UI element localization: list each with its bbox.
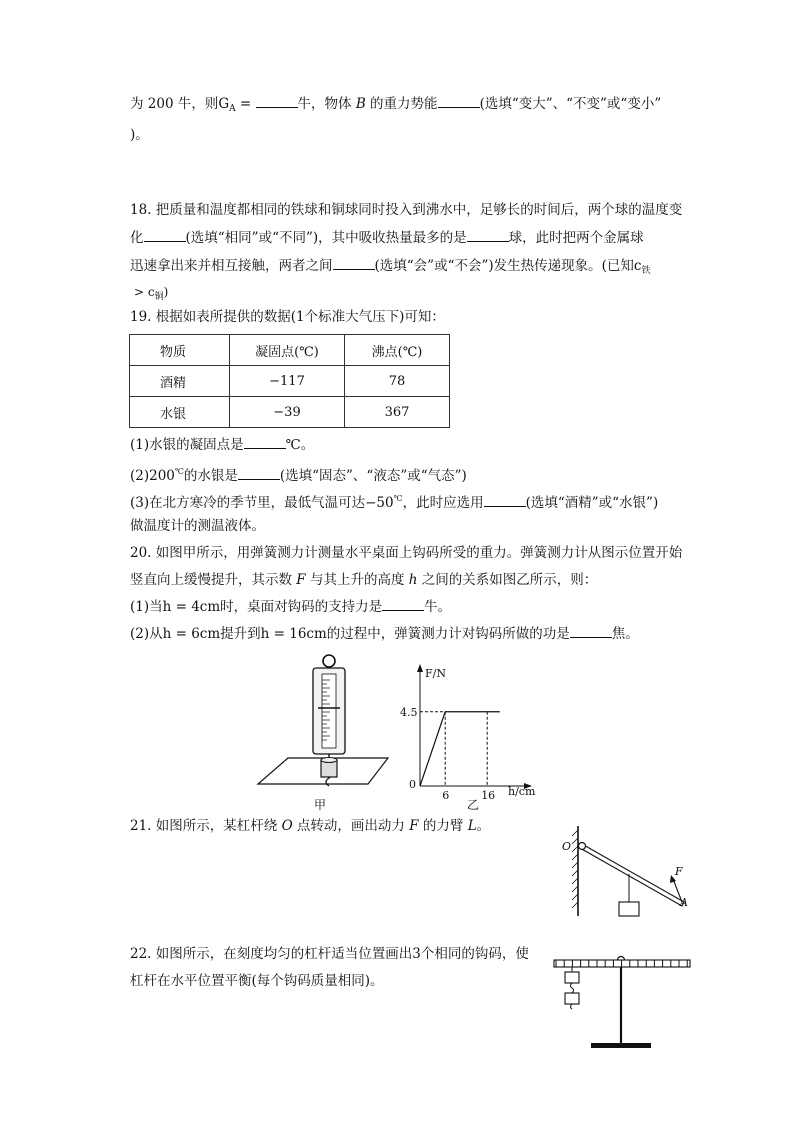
y-axis-arrow [417,664,423,672]
q19-part2: (2)200℃的水银是 (选填“固态”、“液态”或“气态”) [130,467,467,484]
answer-blank[interactable] [382,598,424,611]
figure-label-yi: 乙 [467,798,480,812]
table-row [130,366,450,397]
hook-weight-1 [565,972,579,983]
answer-blank[interactable] [467,229,509,242]
q18-line3: 迅速拿出来并相互接触，两者之间 (选填“会”或“不会”)发生热传递现象。(已知$c_铁$ [130,258,651,276]
q19-intro: 19. 根据如表所提供的数据(1个标准大气压下)可知： [130,309,445,325]
stand-base [591,1043,651,1048]
table-cell: 水银 [130,397,230,428]
weight-block [619,902,639,916]
lever-figure [556,822,696,922]
q18-line2: 化 (选填“相同”或“不同”)，其中吸收热量最多的是 球，此时把两个金属球 [130,230,644,246]
figure-label-jia: 甲 [314,798,327,812]
hook-link [571,983,574,993]
q17-line2: )。 [130,127,149,143]
pivot-label: O [562,840,572,853]
answer-blank[interactable] [256,95,298,108]
q22-line2: 杠杆在水平位置平衡(每个钩码质量相同)。 [130,973,384,989]
answer-blank[interactable] [438,95,480,108]
hook-weight-2 [565,993,579,1004]
chart-marks [420,712,500,786]
table-header-cell: 物质 [130,335,230,366]
y-axis-label: F/N [425,667,446,680]
table-cell: 78 [345,366,450,397]
q19-part3: (3)在北方寒冷的季节里，最低气温可达−50℃，此时应选用 (选填“酒精”或“水银”) [130,494,659,511]
q20-part1: (1)当h = 4cm时，桌面对钩码的支持力是 牛。 [130,599,452,615]
data-table [129,334,450,428]
table-header-row [130,335,450,366]
lever-bar [580,844,684,906]
scale-ring [323,655,335,667]
x-tick-label: 6 [442,789,450,802]
hook-weight-top [321,758,337,763]
q20-line1: 20. 如图甲所示，用弹簧测力计测量水平桌面上钩码所受的重力。弹簧测力计从图示位置开始 [130,545,683,561]
answer-blank[interactable] [570,625,612,638]
force-label: F [675,865,683,878]
answer-blank[interactable] [484,494,526,507]
q20-line2: 竖直向上缓慢提升，其示数 F 与其上升的高度 h 之间的关系如图乙所示，则： [130,572,598,588]
wall-hatching [572,830,578,908]
q17-line1: 为 200 牛，则$G_A$ = 牛，物体 B 的重力势能 (选填“变大”、“不变”或“变小” [130,96,662,114]
x-tick-label: 16 [481,789,496,802]
table-header-cell: 凝固点(℃) [230,335,345,366]
q22-line1: 22. 如图所示，在刻度均匀的杠杆适当位置画出3个相同的钩码，使 [130,946,529,962]
table-cell: 367 [345,397,450,428]
table-cell: −117 [230,366,345,397]
answer-blank[interactable] [244,436,286,449]
table-row [130,397,450,428]
x-axis-label: h/cm [508,785,536,798]
q18-line1: 18. 把质量和温度都相同的铁球和铜球同时投入到沸水中，足够长的时间后，两个球的温度变 [130,202,683,218]
table-header-cell: 沸点(℃) [345,335,450,366]
lever-balance-figure [546,940,696,1052]
point-a-label: A [680,896,688,909]
origin-label: 0 [409,778,416,791]
pivot-o [579,843,586,850]
q18-line4: > $c_铜$) [134,285,169,302]
scale-window [322,674,336,748]
q19-part1: (1)水银的凝固点是 ℃。 [130,437,315,453]
answer-blank[interactable] [238,467,280,480]
table-cell: −39 [230,397,345,428]
force-height-chart [400,660,540,810]
table-cell: 酒精 [130,366,230,397]
hook-tail [571,1004,573,1009]
data-series-line [420,712,500,786]
q20-part2: (2)从h = 6cm提升到h = 16cm的过程中，弹簧测力计对钩码所做的功是 焦。 [130,626,639,642]
answer-blank[interactable] [333,257,375,270]
q19-part3-line2: 做温度计的测温液体。 [130,518,265,534]
q21-text: 21. 如图所示，某杠杆绕 O 点转动，画出动力 F 的力臂 L。 [130,818,491,834]
spring-scale-figure [258,650,398,800]
y-tick-label: 4.5 [400,705,418,719]
answer-blank[interactable] [144,229,186,242]
